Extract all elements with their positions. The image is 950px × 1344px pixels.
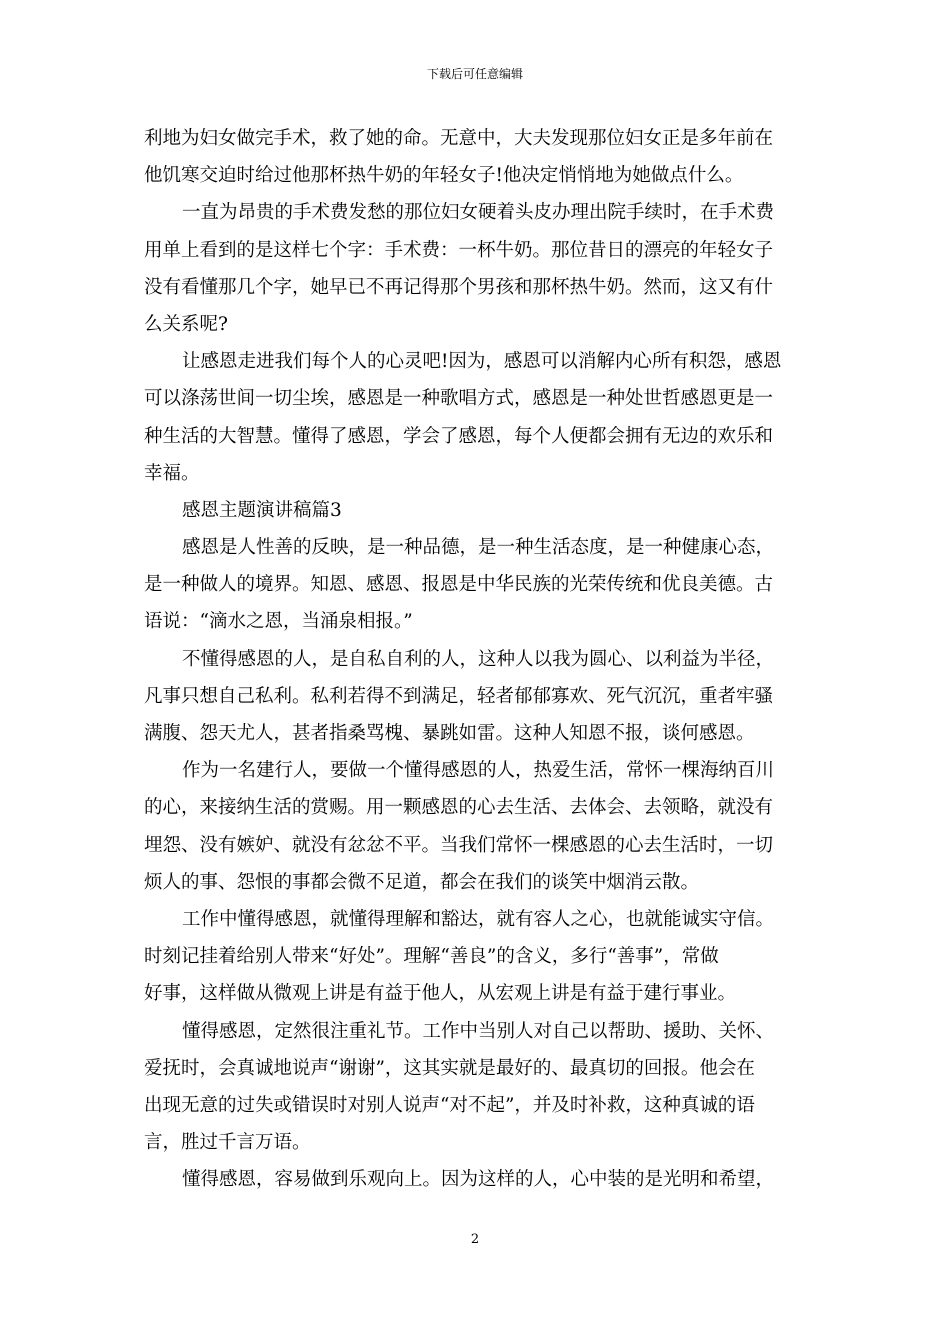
text-line: 用单上看到的是这样七个字：手术费：一杯牛奶。那位昔日的漂亮的年轻女子 — [144, 239, 774, 261]
text-line: 他饥寒交迫时给过他那杯热牛奶的年轻女子!他决定悄悄地为她做点什么。 — [144, 165, 744, 187]
text-line: 言，胜过千言万语。 — [144, 1132, 311, 1154]
text-line: 的心，来接纳生活的赏赐。用一颗感恩的心去生活、去体会、去领略，就没有 — [144, 797, 774, 819]
text-line: 工作中懂得感恩，就懂得理解和豁达，就有容人之心，也就能诚实守信。 — [182, 908, 775, 930]
text-line: 可以涤荡世间一切尘埃，感恩是一种歌唱方式，感恩是一种处世哲感恩更是一 — [144, 388, 774, 410]
text-line: 烦人的事、怨恨的事都会微不足道，都会在我们的谈笑中烟消云散。 — [144, 871, 700, 893]
text-line: 语说：“滴水之恩，当涌泉相报。” — [144, 611, 413, 633]
text-line: 好事，这样做从微观上讲是有益于他人，从宏观上讲是有益于建行事业。 — [144, 983, 737, 1005]
text-line: 出现无意的过失或错误时对别人说声“对不起”，并及时补救，这种真诚的语 — [144, 1094, 755, 1116]
text-line: 是一种做人的境界。知恩、感恩、报恩是中华民族的光荣传统和优良美德。古 — [144, 574, 774, 596]
text-line: 一直为昂贵的手术费发愁的那位妇女硬着头皮办理出院手续时，在手术费 — [182, 202, 775, 224]
text-line: 满腹、怨天尤人，甚者指桑骂槐、暴跳如雷。这种人知恩不报，谈何感恩。 — [144, 723, 755, 744]
text-line: 感恩是人性善的反映，是一种品德，是一种生活态度，是一种健康心态， — [182, 537, 775, 559]
text-line: 种生活的大智慧。懂得了感恩，学会了感恩，每个人便都会拥有无边的欢乐和 — [144, 425, 774, 447]
text-line: 作为一名建行人，要做一个懂得感恩的人，热爱生活，常怀一棵海纳百川 — [182, 760, 775, 782]
text-line: 利地为妇女做完手术，救了她的命。无意中，大夫发现那位妇女正是多年前在 — [144, 128, 774, 149]
text-line: 幸福。 — [144, 462, 200, 484]
text-line: 懂得感恩，容易做到乐观向上。因为这样的人，心中装的是光明和希望， — [182, 1169, 775, 1191]
text-line: 没有看懂那几个字，她早已不再记得那个男孩和那杯热牛奶。然而，这又有什 — [144, 276, 774, 298]
text-line: 时刻记挂着给别人带来“好处”。理解“善良”的含义，多行“善事”，常做 — [144, 946, 719, 968]
text-line: 懂得感恩，定然很注重礼节。工作中当别人对自己以帮助、援助、关怀、 — [182, 1020, 775, 1042]
page-header: 下载后可任意编辑 — [426, 67, 523, 81]
section-heading: 感恩主题演讲稿篇3 — [182, 499, 342, 521]
text-line: 爱抚时，会真诚地说声“谢谢”，这其实就是最好的、最真切的回报。他会在 — [144, 1057, 755, 1079]
document-body — [144, 120, 804, 1198]
text-line: 不懂得感恩的人，是自私自利的人，这种人以我为圆心、以利益为半径， — [182, 648, 775, 670]
page-number: 2 — [470, 1232, 480, 1247]
text-line: 么关系呢? — [144, 313, 228, 335]
text-line: 让感恩走进我们每个人的心灵吧!因为，感恩可以消解内心所有积怨，感恩 — [182, 351, 782, 373]
text-line: 凡事只想自己私利。私利若得不到满足，轻者郁郁寡欢、死气沉沉，重者牢骚 — [144, 685, 774, 707]
text-line: 埋怨、没有嫉妒、就没有忿忿不平。当我们常怀一棵感恩的心去生活时，一切 — [144, 834, 774, 856]
